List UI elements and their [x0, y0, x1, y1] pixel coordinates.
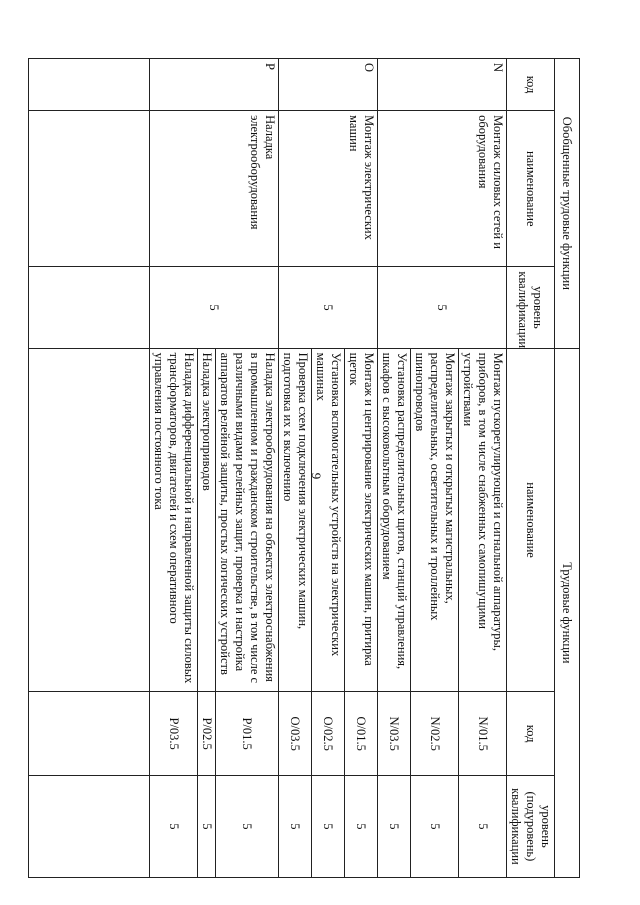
- table-group-header-row: [555, 59, 580, 878]
- function-level: 5: [198, 775, 216, 877]
- function-code: P/03.5: [150, 692, 198, 775]
- function-level: 5: [312, 775, 345, 877]
- group-code: O: [279, 59, 378, 111]
- col-header-subqual-level: уровень (подуровень) квалификации: [507, 775, 555, 877]
- generalized-functions-header: Обобщенные трудовые функции: [555, 59, 580, 349]
- function-level: 5: [216, 775, 279, 877]
- rotated-table-container: [152, 58, 580, 878]
- function-name: Наладка электрооборудования на объектах электроснабжения в промышленном и гражданском строительстве, в том числе с различными видами релейных защит, проверка и настройка аппаратов релейной защиты, простых логических устройств: [216, 348, 279, 692]
- group-code: N: [378, 59, 507, 111]
- function-name: Установка вспомогательных устройств на электрических машинах: [312, 348, 345, 692]
- col-header-function-code: код: [507, 692, 555, 775]
- table-column-header-row: [507, 59, 555, 878]
- function-level: 5: [411, 775, 459, 877]
- function-name: Наладка дифференциальной и направленной защиты силовых трансформаторов, двигателей и схем оперативного управления постоянного тока: [150, 348, 198, 692]
- function-level: 5: [459, 775, 507, 877]
- labor-functions-header: Трудовые функции: [555, 348, 580, 877]
- group-name: Наладка электрооборудования: [150, 111, 279, 267]
- group-level: 5: [150, 267, 279, 348]
- function-code: N/01.5: [459, 692, 507, 775]
- group-name: Монтаж электрических машин: [279, 111, 378, 267]
- function-code: P/02.5: [198, 692, 216, 775]
- function-code: O/01.5: [345, 692, 378, 775]
- function-name: Наладка электроприводов: [198, 348, 216, 692]
- col-header-name: наименование: [507, 111, 555, 267]
- function-level: 5: [345, 775, 378, 877]
- col-header-qual-level: уровень квалификации: [507, 267, 555, 348]
- col-header-code: код: [507, 59, 555, 111]
- function-level: 5: [150, 775, 198, 877]
- table-row: [345, 59, 378, 878]
- function-code: O/03.5: [279, 692, 312, 775]
- empty-cell: [29, 59, 150, 111]
- page-number: 9: [309, 472, 324, 480]
- col-header-function-name: наименование: [507, 348, 555, 692]
- empty-cell: [29, 267, 150, 348]
- empty-cell: [29, 111, 150, 267]
- function-level: 5: [378, 775, 411, 877]
- table-row: [459, 59, 507, 878]
- empty-cell: [29, 348, 150, 692]
- function-name: Монтаж закрытых и открытых магистральных, распределительных, осветительных и троллейных шинопроводов: [411, 348, 459, 692]
- group-level: 5: [378, 267, 507, 348]
- function-name: Установка распределительных щитов, станций управления, шкафов с высоковольтным оборудованием: [378, 348, 411, 692]
- function-level: 5: [279, 775, 312, 877]
- function-name: Монтаж и центрирование электрических машин, притирка щеток: [345, 348, 378, 692]
- function-code: N/03.5: [378, 692, 411, 775]
- group-code: P: [150, 59, 279, 111]
- table-row-empty: [29, 59, 150, 878]
- function-code: O/02.5: [312, 692, 345, 775]
- empty-cell: [29, 692, 150, 775]
- group-level: 5: [279, 267, 378, 348]
- function-code: P/01.5: [216, 692, 279, 775]
- group-name: Монтаж силовых сетей и оборудования: [378, 111, 507, 267]
- function-name: Монтаж пускорегулирующей и сигнальной аппаратуры, приборов, в том числе снабженных самопишущими устройствами: [459, 348, 507, 692]
- empty-cell: [29, 775, 150, 877]
- function-code: N/02.5: [411, 692, 459, 775]
- function-name: Проверка схем подключения электрических машин, подготовка их к включению: [279, 348, 312, 692]
- table-row: [216, 59, 279, 878]
- labor-functions-table: [28, 58, 580, 878]
